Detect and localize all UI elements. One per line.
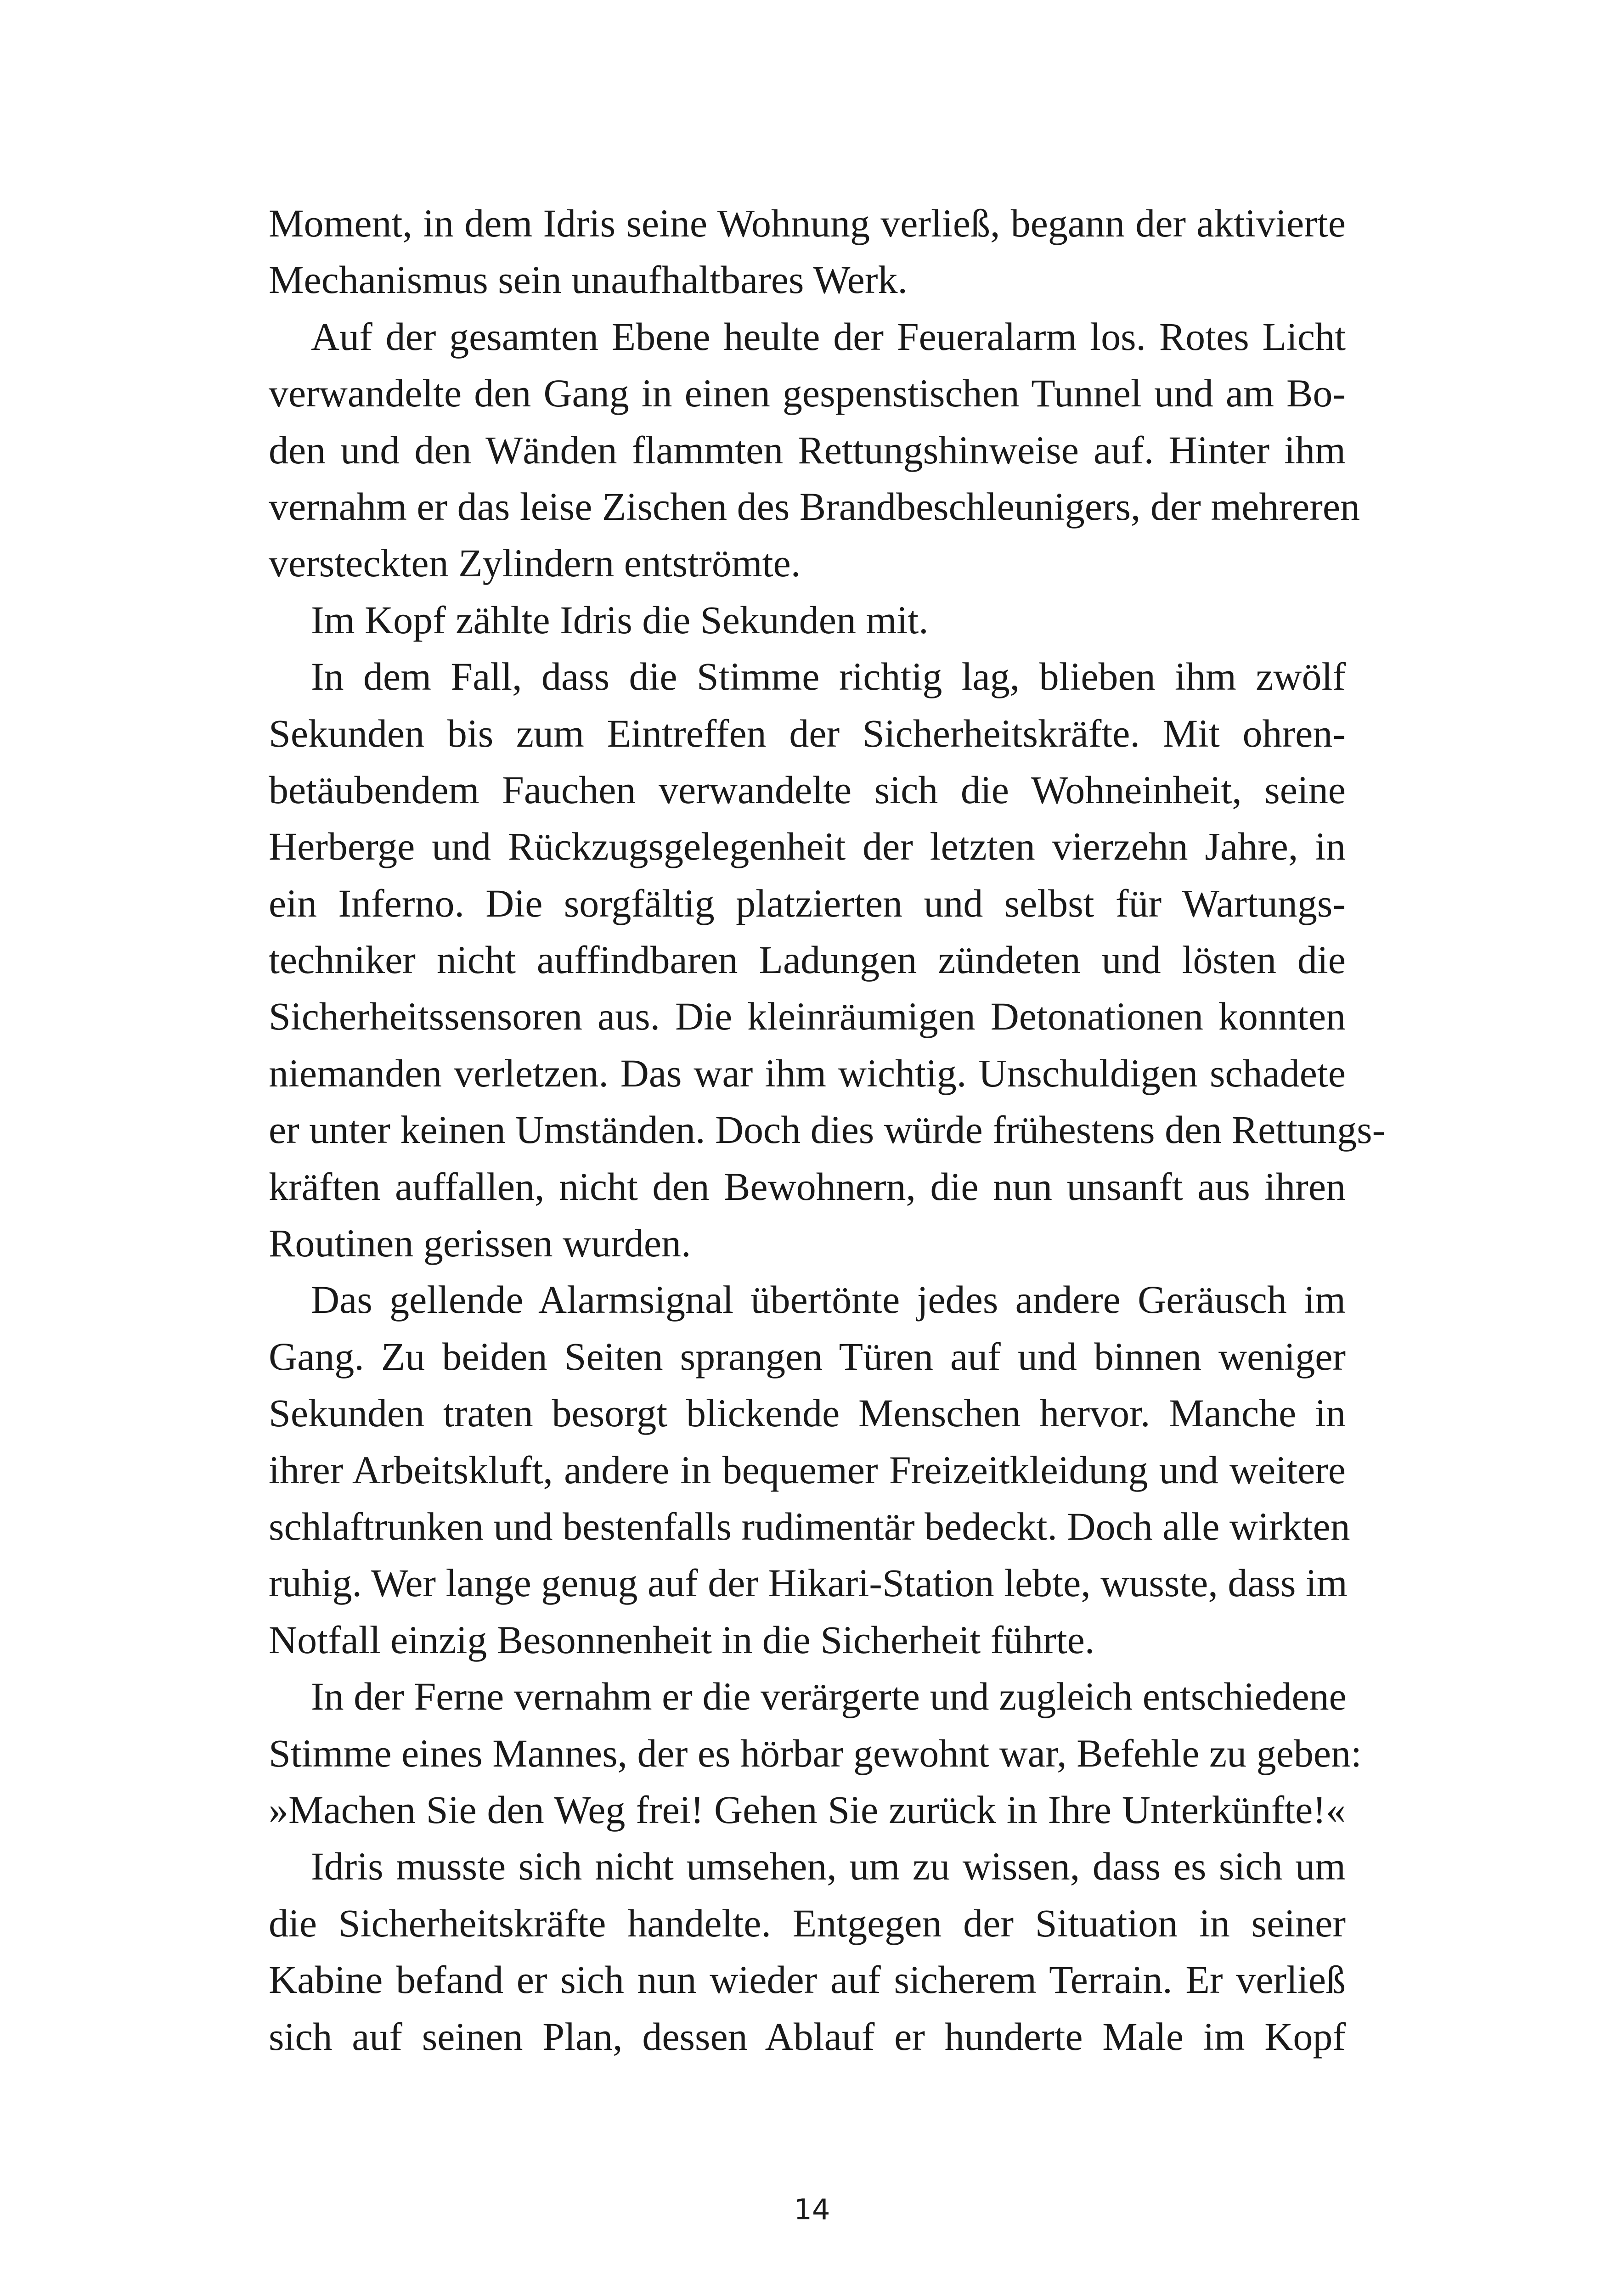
text-line: Mechanismus sein unaufhaltbares Werk. <box>269 258 908 302</box>
text-line: den und den Wänden flammten Rettungshinweise auf. Hinter ihm <box>269 428 1346 472</box>
text-line: In der Ferne vernahm er die verärgerte und zugleich entschiedene <box>311 1674 1347 1719</box>
text-line: Moment, in dem Idris seine Wohnung verließ, begann der aktivierte <box>269 201 1346 245</box>
text-line: Sekunden bis zum Eintreffen der Sicherheitskräfte. Mit ohren- <box>269 711 1346 755</box>
text-line: Sicherheitssensoren aus. Die kleinräumigen Detonationen konnten <box>269 994 1346 1039</box>
text-line: Notfall einzig Besonnenheit in die Sicherheit führte. <box>269 1617 1095 1662</box>
page-number: 14 <box>794 2193 830 2226</box>
text-line: Auf der gesamten Ebene heulte der Feueralarm los. Rotes Licht <box>311 314 1346 359</box>
text-line: ihrer Arbeitskluft, andere in bequemer Freizeitkleidung und weitere <box>269 1447 1346 1492</box>
text-line: die Sicherheitskräfte handelte. Entgegen der Situation in seiner <box>269 1901 1346 1945</box>
text-line: ruhig. Wer lange genug auf der Hikari-Station lebte, wusste, dass im <box>269 1561 1348 1605</box>
text-line: ein Inferno. Die sorgfältig platzierten und selbst für Wartungs- <box>269 881 1346 925</box>
text-line: Gang. Zu beiden Seiten sprangen Türen auf und binnen weniger <box>269 1334 1346 1379</box>
text-line: techniker nicht auffindbaren Ladungen zündeten und lösten die <box>269 938 1346 982</box>
text-line: versteckten Zylindern entströmte. <box>269 541 801 585</box>
text-line: betäubendem Fauchen verwandelte sich die Wohneinheit, seine <box>269 767 1346 812</box>
text-line: In dem Fall, dass die Stimme richtig lag, blieben ihm zwölf <box>311 654 1346 699</box>
text-line: Herberge und Rückzugsgelegenheit der letzten vierzehn Jahre, in <box>269 824 1346 869</box>
body-text <box>269 195 1386 2065</box>
text-line: Routinen gerissen wurden. <box>269 1221 691 1266</box>
text-line: Kabine befand er sich nun wieder auf sicherem Terrain. Er verließ <box>269 1958 1346 2002</box>
text-line: »Machen Sie den Weg frei! Gehen Sie zurück in Ihre Unterkünfte!« <box>269 1787 1346 1832</box>
text-line: Das gellende Alarmsignal übertönte jedes andere Geräusch im <box>311 1277 1346 1322</box>
text-line: Stimme eines Mannes, der es hörbar gewohnt war, Befehle zu geben: <box>269 1731 1362 1775</box>
text-line: verwandelte den Gang in einen gespenstischen Tunnel und am Bo- <box>269 371 1346 416</box>
text-line: Idris musste sich nicht umsehen, um zu wissen, dass es sich um <box>311 1844 1346 1889</box>
text-line: er unter keinen Umständen. Doch dies würde frühestens den Rettungs- <box>269 1108 1386 1152</box>
text-line: schlaftrunken und bestenfalls rudimentär bedeckt. Doch alle wirkten <box>269 1504 1350 1548</box>
text-line: Im Kopf zählte Idris die Sekunden mit. <box>311 597 929 642</box>
text-line: kräften auffallen, nicht den Bewohnern, die nun unsanft aus ihren <box>269 1164 1346 1209</box>
text-line: sich auf seinen Plan, dessen Ablauf er hunderte Male im Kopf <box>269 2014 1346 2059</box>
text-line: vernahm er das leise Zischen des Brandbeschleunigers, der mehreren <box>269 484 1360 529</box>
text-line: niemanden verletzen. Das war ihm wichtig. Unschuldigen schadete <box>269 1051 1346 1095</box>
text-line: Sekunden traten besorgt blickende Menschen hervor. Manche in <box>269 1391 1346 1435</box>
